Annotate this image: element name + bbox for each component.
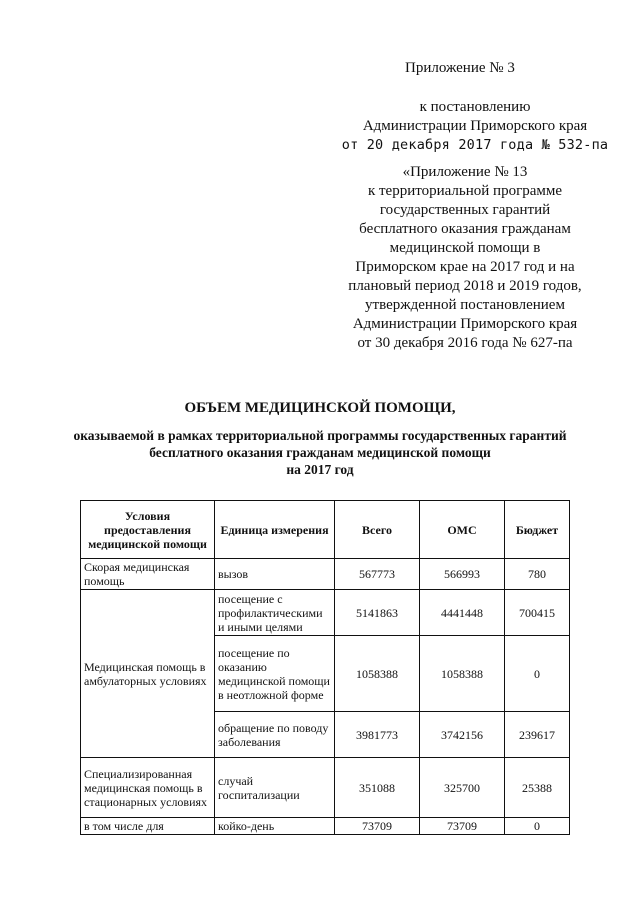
cell-total: 1058388 bbox=[335, 636, 420, 712]
cell-condition: Медицинская помощь в амбулаторных условиях bbox=[81, 590, 215, 758]
cell-budget: 0 bbox=[505, 636, 570, 712]
cell-unit: посещение с профилактическими и иными целями bbox=[215, 590, 335, 636]
decree-line: Администрации Приморского края bbox=[362, 118, 588, 134]
document-subtitle bbox=[60, 427, 580, 478]
header-conditions: Условия предоставления медицинской помощи bbox=[81, 501, 215, 559]
cell-total: 5141863 bbox=[335, 590, 420, 636]
cell-budget: 0 bbox=[505, 818, 570, 835]
cell-total: 73709 bbox=[335, 818, 420, 835]
annex13-line: плановый период 2018 и 2019 годов, bbox=[348, 278, 582, 294]
cell-oms: 566993 bbox=[420, 559, 505, 590]
volume-table bbox=[80, 500, 570, 835]
annex13-line: от 30 декабря 2016 года № 627-па bbox=[357, 335, 573, 351]
annex13-line: государственных гарантий bbox=[379, 202, 551, 218]
subtitle-line: оказываемой в рамках территориальной программы государственных гарантий bbox=[73, 428, 567, 443]
header-budget: Бюджет bbox=[505, 501, 570, 559]
table-row bbox=[81, 590, 570, 636]
decree-line: к постановлению bbox=[419, 99, 531, 115]
annex13-line: Приморском крае на 2017 год и на bbox=[355, 259, 575, 275]
table-row bbox=[81, 559, 570, 590]
decree-reference bbox=[340, 98, 610, 155]
subtitle-line: на 2017 год bbox=[286, 462, 354, 477]
cell-oms: 1058388 bbox=[420, 636, 505, 712]
cell-unit: вызов bbox=[215, 559, 335, 590]
cell-budget: 25388 bbox=[505, 758, 570, 818]
cell-oms: 73709 bbox=[420, 818, 505, 835]
annex13-reference bbox=[330, 163, 600, 353]
cell-condition: в том числе для bbox=[81, 818, 215, 835]
cell-oms: 325700 bbox=[420, 758, 505, 818]
table-header-row bbox=[81, 501, 570, 559]
cell-condition: Скорая медицинская помощь bbox=[81, 559, 215, 590]
cell-oms: 4441448 bbox=[420, 590, 505, 636]
cell-unit: случай госпитализации bbox=[215, 758, 335, 818]
cell-condition: Специализированная медицинская помощь в стационарных условиях bbox=[81, 758, 215, 818]
cell-unit: обращение по поводу заболевания bbox=[215, 712, 335, 758]
table-row bbox=[81, 758, 570, 818]
cell-total: 3981773 bbox=[335, 712, 420, 758]
decree-date: от 20 декабря 2017 года № 532-па bbox=[341, 137, 609, 153]
cell-unit: посещение по оказанию медицинской помощи в неотложной форме bbox=[215, 636, 335, 712]
cell-oms: 3742156 bbox=[420, 712, 505, 758]
annex13-line: бесплатного оказания гражданам bbox=[359, 221, 571, 237]
cell-total: 351088 bbox=[335, 758, 420, 818]
annex13-line: к территориальной программе bbox=[367, 183, 563, 199]
document-title: ОБЪЕМ МЕДИЦИНСКОЙ ПОМОЩИ, bbox=[184, 400, 456, 416]
annex13-line: «Приложение № 13 bbox=[402, 164, 528, 180]
annex13-line: утвержденной постановлением bbox=[365, 297, 565, 313]
cell-budget: 700415 bbox=[505, 590, 570, 636]
cell-budget: 239617 bbox=[505, 712, 570, 758]
cell-budget: 780 bbox=[505, 559, 570, 590]
table-row bbox=[81, 818, 570, 835]
subtitle-line: бесплатного оказания гражданам медицинской помощи bbox=[149, 445, 491, 460]
cell-total: 567773 bbox=[335, 559, 420, 590]
annex-title: Приложение № 3 bbox=[405, 60, 515, 76]
annex13-line: Администрации Приморского края bbox=[352, 316, 578, 332]
header-unit: Единица измерения bbox=[215, 501, 335, 559]
cell-unit: койко-день bbox=[215, 818, 335, 835]
header-oms: ОМС bbox=[420, 501, 505, 559]
header-total: Всего bbox=[335, 501, 420, 559]
annex13-line: медицинской помощи в bbox=[389, 240, 541, 256]
